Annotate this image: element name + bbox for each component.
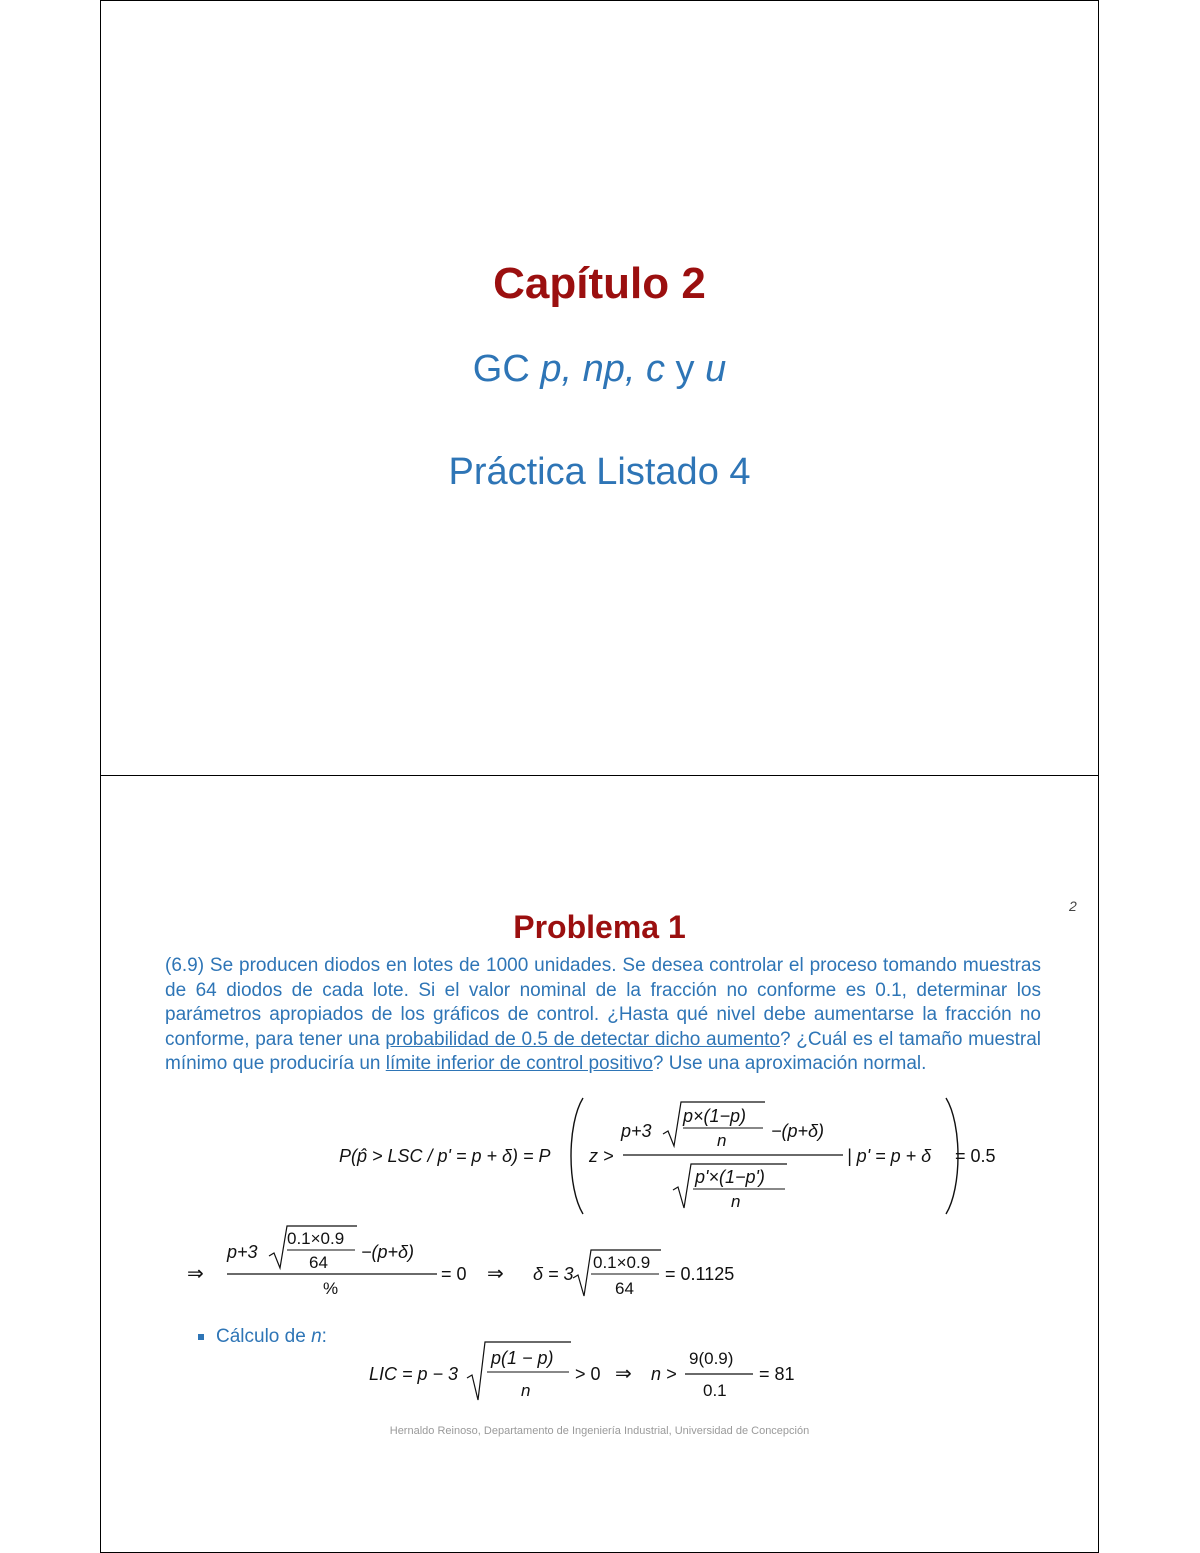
footer-credit: Hernaldo Reinoso, Departamento de Ingeniería Industrial, Universidad de Concepción bbox=[389, 1425, 810, 1437]
subtitle-chart-types: p, np, c bbox=[540, 348, 665, 390]
bullet-square-icon bbox=[198, 1334, 204, 1340]
page-number: 2 bbox=[1069, 898, 1077, 914]
eq1-den-sqrt-bot: n bbox=[731, 1192, 741, 1211]
statement-link-lic: límite inferior de control positivo bbox=[385, 1053, 653, 1074]
statement-part-3: ? Use una aproximación normal. bbox=[652, 1053, 927, 1074]
slide-problem bbox=[100, 775, 1099, 1553]
statement-part-1: (6.9) Se producen diodos en lotes de 1000 unidades. Se desea controlar el proceso tomando muestras de 64 diodos de cada lote. Si el valor nominal de la fracción no conforme es 0.1, determinar los parámetros apropiados de los gráficos de control. ¿Hasta qué nivel debe aumentarse la fracción no conforme, para tener una bbox=[165, 955, 1041, 1050]
statement-part-2: ? ¿Cuál es el tamaño muestral mínimo que produciría un bbox=[165, 1028, 1041, 1074]
slide-title bbox=[100, 0, 1099, 776]
bullet-text: Cálculo de bbox=[216, 1326, 312, 1347]
eq2-arrow: ⇒ bbox=[187, 1261, 204, 1285]
eq2-sqrt2-top: 0.1×0.9 bbox=[593, 1253, 651, 1272]
eq1-num-sqrt-bot: n bbox=[717, 1131, 727, 1150]
problem-title: Problema 1 bbox=[513, 909, 686, 945]
eq3-gt0: > 0 bbox=[575, 1364, 601, 1384]
eq2-result: = 0.1125 bbox=[665, 1264, 735, 1284]
chapter-subtitle bbox=[101, 348, 1098, 391]
eq1-num-b: −(p+δ) bbox=[771, 1121, 825, 1141]
eq3-frac-bot: 0.1 bbox=[703, 1381, 727, 1400]
eq2-sqrt-top: 0.1×0.9 bbox=[287, 1229, 345, 1248]
eq2-den: % bbox=[323, 1279, 339, 1298]
eq1-lhs: P(p̂ > LSC / p' = p + δ) = P bbox=[339, 1146, 551, 1166]
eq2-num-b: −(p+δ) bbox=[361, 1242, 415, 1262]
statement-link-probability: probabilidad de 0.5 de detectar dicho aumento bbox=[385, 1028, 781, 1050]
bullet-calc-n bbox=[198, 1326, 327, 1348]
eq1-den-sqrt-top: p'×(1−p') bbox=[695, 1167, 765, 1187]
eq3-result: = 81 bbox=[759, 1364, 795, 1384]
bullet-var: n bbox=[311, 1326, 322, 1347]
eq1-rhs: = 0.5 bbox=[955, 1146, 996, 1166]
eq2-arrow-2: ⇒ bbox=[487, 1261, 504, 1285]
problem-statement bbox=[165, 954, 1041, 1077]
subtitle-conjunction: y bbox=[664, 348, 706, 390]
eq2-eq0: = 0 bbox=[441, 1264, 467, 1284]
eq1-cond: | p' = p + δ bbox=[847, 1146, 932, 1166]
eq2-delta: δ = 3 bbox=[533, 1264, 574, 1284]
eq3-frac-top: 9(0.9) bbox=[689, 1349, 734, 1368]
subtitle-prefix: GC bbox=[472, 348, 541, 390]
eq3-lhs: LIC = p − 3 bbox=[369, 1364, 459, 1384]
eq1-num-sqrt-top: p×(1−p) bbox=[683, 1106, 747, 1126]
eq3-arrow: ⇒ bbox=[615, 1361, 632, 1385]
eq3-sqrt-bot: n bbox=[521, 1381, 531, 1400]
equation-3 bbox=[363, 1334, 823, 1408]
equation-2 bbox=[181, 1222, 881, 1302]
practice-title: Práctica Listado 4 bbox=[448, 451, 751, 493]
eq2-sqrt2-bot: 64 bbox=[615, 1279, 634, 1298]
eq1-z: z > bbox=[589, 1146, 614, 1166]
eq3-n-gt: n > bbox=[651, 1364, 677, 1384]
eq2-num-a: p+3 bbox=[227, 1242, 258, 1262]
bullet-colon: : bbox=[321, 1326, 327, 1347]
subtitle-chart-u: u bbox=[705, 348, 727, 390]
eq2-sqrt-bot: 64 bbox=[309, 1253, 328, 1272]
equation-1 bbox=[321, 1094, 1021, 1218]
eq1-num-a: p+3 bbox=[621, 1121, 652, 1141]
eq3-sqrt-top: p(1 − p) bbox=[491, 1348, 554, 1368]
chapter-title: Capítulo 2 bbox=[493, 259, 706, 308]
